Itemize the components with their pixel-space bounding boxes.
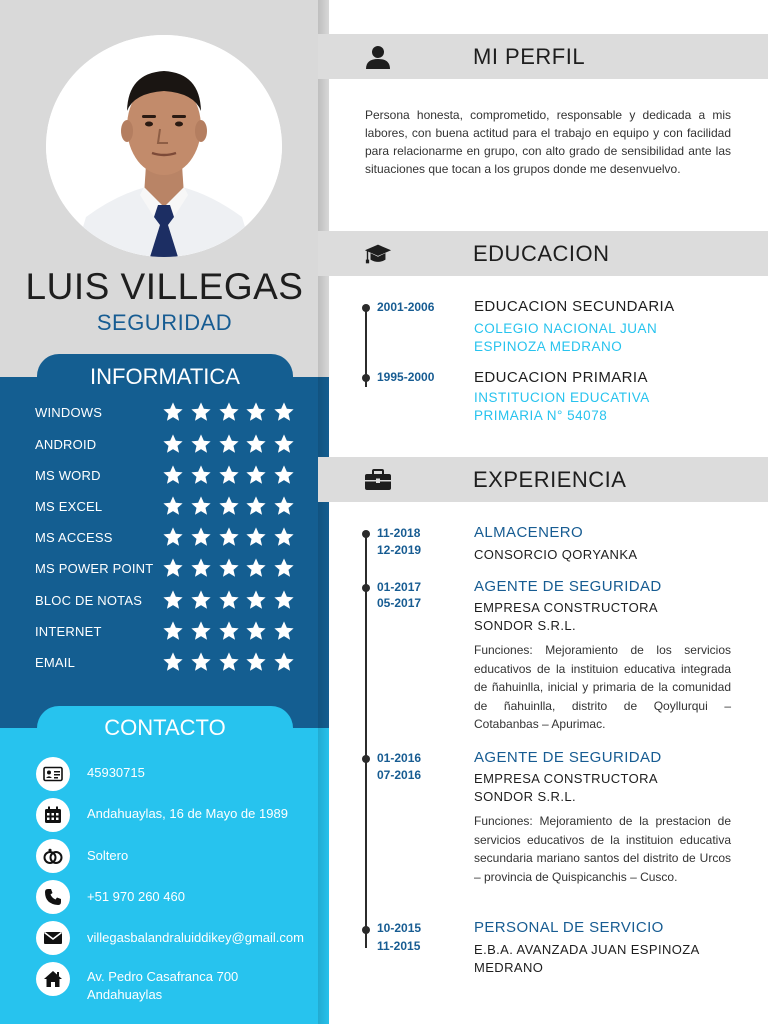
- skill-row: [35, 433, 295, 457]
- edu-date: 1995-2000: [377, 370, 435, 384]
- skill-row: [35, 464, 295, 488]
- star-icon: [190, 464, 212, 486]
- star-icon: [162, 620, 184, 642]
- star-icon: [273, 401, 295, 423]
- star-icon: [218, 495, 240, 517]
- skill-rating: [162, 557, 295, 581]
- star-icon: [218, 526, 240, 548]
- star-icon: [218, 433, 240, 455]
- star-icon: [190, 651, 212, 673]
- exp-job-title: AGENTE DE SEGURIDAD: [474, 578, 662, 595]
- exp-job-title: AGENTE DE SEGURIDAD: [474, 749, 662, 766]
- skill-label: EMAIL: [35, 655, 76, 670]
- skill-row: [35, 651, 295, 675]
- skill-rating: [162, 401, 295, 425]
- exp-description: Funciones: Mejoramiento de la prestacion de servicios educativos de la instituion educativa secundaria mariano santos del distrito de Urcos – provincia de Quispicanchis – Cusco.: [474, 814, 731, 884]
- skill-row: [35, 620, 295, 644]
- skill-label: INTERNET: [35, 624, 102, 639]
- experiencia-header-bar: [318, 457, 768, 502]
- exp-company: EMPRESA CONSTRUCTORA: [474, 771, 659, 786]
- star-icon: [245, 526, 267, 548]
- contact-address-line2: Andahuaylas: [87, 987, 163, 1002]
- timeline-dot: [362, 755, 370, 763]
- skill-rating: [162, 526, 295, 550]
- star-icon: [190, 401, 212, 423]
- star-icon: [273, 464, 295, 486]
- exp-date-end: 07-2016: [377, 768, 422, 782]
- contact-phone-text: +51 970 260 460: [87, 889, 185, 904]
- edu-title: EDUCACION PRIMARIA: [474, 369, 648, 386]
- skill-label: MS POWER POINT: [35, 561, 154, 576]
- star-icon: [190, 433, 212, 455]
- graduation-cap-icon: [364, 241, 392, 267]
- skill-label: BLOC DE NOTAS: [35, 593, 143, 608]
- educacion-header-bar: [318, 231, 768, 276]
- column-shadow: [318, 0, 330, 1024]
- exp-company: EMPRESA CONSTRUCTORA: [474, 600, 659, 615]
- skill-row: [35, 526, 295, 550]
- star-icon: [162, 651, 184, 673]
- star-icon: [273, 557, 295, 579]
- exp-job-title: ALMACENERO: [474, 524, 584, 541]
- star-icon: [218, 557, 240, 579]
- skill-label: MS WORD: [35, 468, 101, 483]
- contacto-heading: CONTACTO: [37, 706, 293, 750]
- star-icon: [273, 620, 295, 642]
- exp-company: E.B.A. AVANZADA JUAN ESPINOZA: [474, 942, 700, 957]
- exp-date-end: 05-2017: [377, 596, 422, 610]
- user-icon: [364, 44, 392, 70]
- exp-date-start: 01-2017: [377, 580, 422, 594]
- contact-address-line1: Av. Pedro Casafranca 700: [87, 969, 239, 984]
- home-icon: [36, 962, 70, 996]
- skill-rating: [162, 495, 295, 519]
- skill-label: ANDROID: [35, 437, 97, 452]
- star-icon: [162, 495, 184, 517]
- star-icon: [245, 651, 267, 673]
- star-icon: [273, 651, 295, 673]
- phone-icon: [36, 880, 70, 914]
- exp-company: CONSORCIO QORYANKA: [474, 547, 638, 562]
- exp-date-start: 11-2018: [377, 526, 421, 540]
- star-icon: [162, 526, 184, 548]
- informatica-section: [0, 377, 329, 728]
- skill-rating: [162, 620, 295, 644]
- star-icon: [190, 557, 212, 579]
- skill-label: MS EXCEL: [35, 499, 103, 514]
- star-icon: [245, 557, 267, 579]
- star-icon: [245, 589, 267, 611]
- skill-label: MS ACCESS: [35, 530, 113, 545]
- skill-row: [35, 401, 295, 425]
- experiencia-title: EXPERIENCIA: [473, 467, 627, 492]
- skill-row: [35, 495, 295, 519]
- informatica-heading: INFORMATICA: [37, 354, 293, 398]
- star-icon: [162, 557, 184, 579]
- id-card-icon: [36, 757, 70, 791]
- exp-date-end: 12-2019: [377, 543, 422, 557]
- star-icon: [190, 495, 212, 517]
- exp-description: Funciones: Mejoramiento de los servicios educativos de la instituion educativa integrada de ñahuinlla, inicial y primaria de la comunidad de ñahuinlla, distrito de Qoyllurqui – Cotabanbas – Apurimac.: [474, 643, 731, 731]
- skill-label: WINDOWS: [35, 405, 103, 420]
- calendar-icon: [36, 798, 70, 832]
- briefcase-icon: [364, 467, 392, 493]
- experiencia-timeline: [365, 533, 367, 948]
- star-icon: [218, 651, 240, 673]
- edu-school: PRIMARIA N° 54078: [474, 408, 608, 423]
- job-role: SEGURIDAD: [96, 310, 233, 335]
- exp-company: MEDRANO: [474, 960, 544, 975]
- edu-school: COLEGIO NACIONAL JUAN: [474, 321, 658, 336]
- edu-title: EDUCACION SECUNDARIA: [474, 298, 675, 315]
- profile-photo: [46, 35, 282, 257]
- perfil-text: Persona honesta, comprometido, responsable y dedicada a mis labores, con buena actitud para el trabajo en equipo y con facilidad para relacionarme en grupo, con alto grado de sensibilidad ante las situaciones que tocan a los grupos donde me desenvuelvo.: [365, 108, 731, 176]
- skill-rating: [162, 589, 295, 613]
- edu-school: INSTITUCION EDUCATIVA: [474, 390, 650, 405]
- star-icon: [245, 495, 267, 517]
- educacion-title: EDUCACION: [473, 241, 610, 266]
- star-icon: [218, 589, 240, 611]
- exp-company: SONDOR S.R.L.: [474, 618, 576, 633]
- envelope-icon: [36, 921, 70, 955]
- star-icon: [162, 464, 184, 486]
- star-icon: [273, 433, 295, 455]
- timeline-dot: [362, 374, 370, 382]
- skill-row: [35, 557, 295, 581]
- skill-rating: [162, 464, 295, 488]
- star-icon: [273, 589, 295, 611]
- skill-rating: [162, 433, 295, 457]
- exp-date-start: 10-2015: [377, 921, 422, 935]
- timeline-dot: [362, 304, 370, 312]
- sidebar: [0, 0, 329, 1024]
- star-icon: [218, 464, 240, 486]
- star-icon: [162, 401, 184, 423]
- edu-date: 2001-2006: [377, 300, 435, 314]
- perfil-title: MI PERFIL: [473, 44, 586, 69]
- star-icon: [190, 620, 212, 642]
- timeline-dot: [362, 926, 370, 934]
- star-icon: [245, 620, 267, 642]
- star-icon: [162, 433, 184, 455]
- star-icon: [190, 526, 212, 548]
- exp-company: SONDOR S.R.L.: [474, 789, 576, 804]
- star-icon: [162, 589, 184, 611]
- contact-email-text: villegasbalandraluiddikey@gmail.com: [87, 930, 304, 945]
- star-icon: [218, 620, 240, 642]
- star-icon: [245, 464, 267, 486]
- timeline-dot: [362, 584, 370, 592]
- contact-birth-text: Andahuaylas, 16 de Mayo de 1989: [87, 806, 288, 821]
- exp-date-start: 01-2016: [377, 751, 422, 765]
- timeline-dot: [362, 530, 370, 538]
- skill-row: [35, 589, 295, 613]
- exp-job-title: PERSONAL DE SERVICIO: [474, 919, 664, 936]
- contact-civil-status-text: Soltero: [87, 848, 129, 863]
- exp-date-end: 11-2015: [377, 939, 421, 953]
- edu-school: ESPINOZA MEDRANO: [474, 339, 623, 354]
- contact-dni-text: 45930715: [87, 765, 145, 780]
- star-icon: [190, 589, 212, 611]
- skill-rating: [162, 651, 295, 675]
- star-icon: [273, 495, 295, 517]
- star-icon: [245, 433, 267, 455]
- star-icon: [273, 526, 295, 548]
- perfil-header-bar: [318, 34, 768, 79]
- full-name: LUIS VILLEGAS: [25, 266, 304, 307]
- star-icon: [218, 401, 240, 423]
- star-icon: [245, 401, 267, 423]
- rings-icon: [36, 839, 70, 873]
